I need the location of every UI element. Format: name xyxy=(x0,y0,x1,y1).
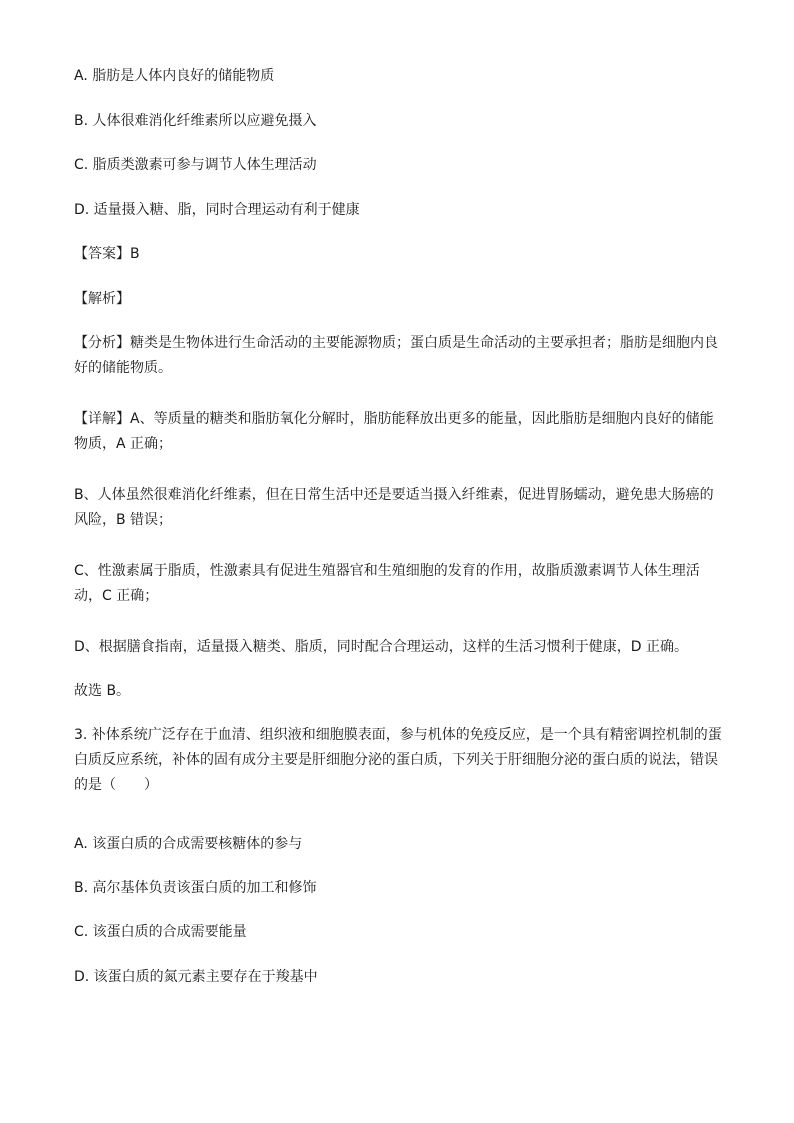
q3-option-d: D. 该蛋白质的氮元素主要存在于羧基中 xyxy=(74,969,318,985)
option-c: C. 脂质类激素可参与调节人体生理活动 xyxy=(74,157,317,173)
q3-option-b: B. 高尔基体负责该蛋白质的加工和修饰 xyxy=(74,880,317,896)
option-d: D. 适量摄入糖、脂，同时合理运动有利于健康 xyxy=(74,202,360,218)
analysis-label: 【解析】 xyxy=(74,291,130,307)
detail-c: C、性激素属于脂质，性激素具有促进生殖器官和生殖细胞的发育的作用，故脂质激素调节人体生理活动，C 正确； xyxy=(74,563,700,604)
question-3-stem: 3. 补体系统广泛存在于血清、组织液和细胞膜表面，参与机体的免疫反应，是一个具有精密调控机制的蛋白质反应系统，补体的固有成分主要是肝细胞分泌的蛋白质，下列关于肝细胞分泌的蛋白质的说法，错误的是（ ） xyxy=(74,727,722,793)
answer-line: 【答案】B xyxy=(74,246,140,262)
detail-d: D、根据膳食指南，适量摄入糖类、脂质，同时配合合理运动，这样的生活习惯利于健康，D 正确。 xyxy=(74,639,689,655)
q3-option-c: C. 该蛋白质的合成需要能量 xyxy=(74,924,247,940)
option-a: A. 脂肪是人体内良好的储能物质 xyxy=(74,68,275,84)
detail-a: 【详解】A、等质量的糖类和脂肪氧化分解时，脂肪能释放出更多的能量，因此脂肪是细胞内良好的储能物质，A 正确； xyxy=(74,411,714,452)
conclusion: 故选 B。 xyxy=(74,683,131,699)
q3-option-a: A. 该蛋白质的合成需要核糖体的参与 xyxy=(74,836,303,852)
analysis-text: 【分析】糖类是生物体进行生命活动的主要能源物质；蛋白质是生命活动的主要承担者；脂肪是细胞内良好的储能物质。 xyxy=(74,335,718,376)
option-b: B. 人体很难消化纤维素所以应避免摄入 xyxy=(74,113,317,129)
detail-b: B、人体虽然很难消化纤维素，但在日常生活中还是要适当摄入纤维素，促进胃肠蠕动，避免患大肠癌的风险，B 错误； xyxy=(74,487,714,528)
